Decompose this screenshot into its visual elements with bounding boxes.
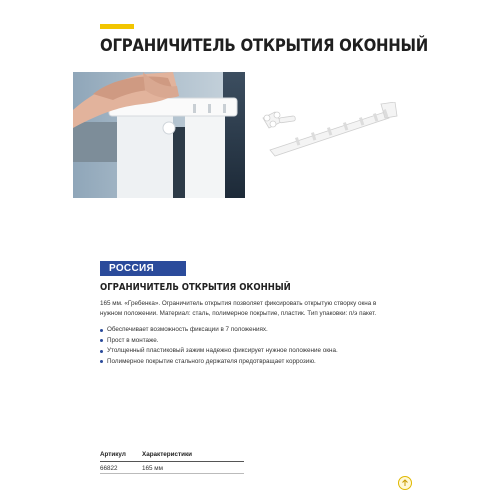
spec-header-row — [100, 450, 244, 462]
feature-item: Обеспечивает возможность фиксации в 7 положениях. — [100, 325, 400, 336]
country-badge: РОССИЯ — [100, 261, 186, 276]
feature-list — [100, 325, 400, 367]
scroll-top-button[interactable] — [398, 476, 412, 490]
title-accent-bar — [100, 24, 134, 29]
feature-item: Утолщенный пластиковый зажим надежно фиксирует нужное положение окна. — [100, 346, 400, 357]
feature-item: Прост в монтаже. — [100, 336, 400, 347]
arrow-up-icon — [401, 479, 409, 487]
product-photo — [73, 72, 245, 198]
cell-specs: 165 мм — [142, 462, 244, 474]
feature-item: Полимерное покрытие стального держателя предотвращает коррозию. — [100, 357, 400, 368]
page-title: ОГРАНИЧИТЕЛЬ ОТКРЫТИЯ ОКОННЫЙ — [100, 36, 429, 56]
product-description: 165 мм. «Гребенка». Ограничитель открытия позволяет фиксировать открытую створку окна в нужном положении. Материал: сталь, полимерное покрытие, пластик. Тип упаковки: п/э пакет. — [100, 300, 377, 317]
product-title: ОГРАНИЧИТЕЛЬ ОТКРЫТИЯ ОКОННЫЙ — [100, 282, 291, 293]
column-header-specs: Характеристики — [142, 450, 244, 462]
spec-table — [100, 450, 244, 474]
product-image — [255, 102, 405, 162]
column-header-article: Артикул — [100, 450, 142, 462]
cell-article: 66822 — [100, 462, 142, 474]
table-row — [100, 462, 244, 474]
